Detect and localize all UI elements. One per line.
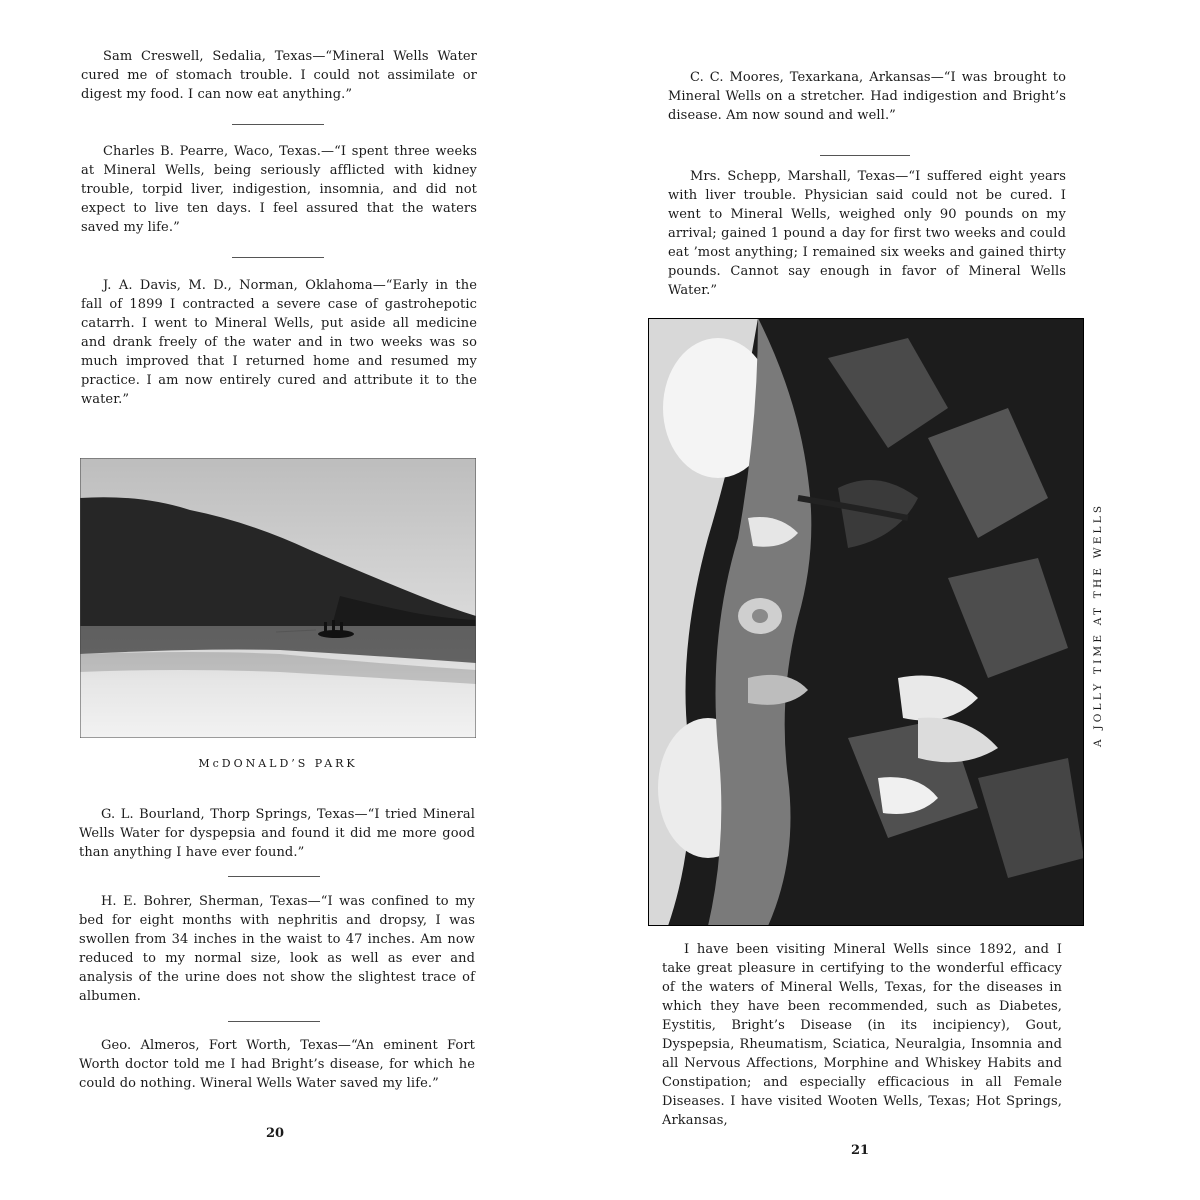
- testimonial-almeros: Geo. Almeros, Fort Worth, Texas—“An eminent Fort Worth doctor told me I had Bright’s disease, for which he could do nothing. Wineral Wells Water saved my life.”: [79, 1038, 475, 1091]
- testimonial-pearre: Charles B. Pearre, Waco, Texas.—“I spent three weeks at Mineral Wells, being seriously afflicted with kidney trouble, torpid liver, indigestion, insomnia, and did not expect to live ten days. I feel assured that the waters saved my life.”: [81, 144, 477, 235]
- page-number-right: 21: [850, 1143, 870, 1158]
- separator-rule: [232, 124, 324, 125]
- testimonial-moores: C. C. Moores, Texarkana, Arkansas—“I was brought to Mineral Wells on a stretcher. Had indigestion and Bright’s disease. Am now sound and well.”: [668, 70, 1066, 123]
- jolly-time-photo: [648, 318, 1084, 926]
- separator-rule: [820, 155, 910, 156]
- rocky-outcrop-illustration: [648, 318, 1084, 926]
- testimonial-schepp: Mrs. Schepp, Marshall, Texas—“I suffered eight years with liver trouble. Physician said could not be cured. I went to Mineral Wells, weighed only 90 pounds on my arrival; gained 1 pound a day for first two weeks and could eat ’most anything; I remained six weeks and gained thirty pounds. Cannot say enough in favor of Mineral Wells Water.”: [668, 169, 1066, 298]
- endorsement-paragraph: I have been visiting Mineral Wells since 1892, and I take great pleasure in certifying to the wonderful efficacy of the waters of Mineral Wells, Texas, for the diseases in which they have been recommended, such as Diabetes, Eystitis, Bright’s Disease (in its incipiency), Gout, Dyspepsia, Rheumatism, Sciatica, Neuralgia, Insomnia and all Nervous Affections, Morphine and Whiskey Habits and Constipation; and especially efficacious in all Female Diseases. I have visited Wooten Wells, Texas; Hot Springs, Arkansas,: [662, 942, 1062, 1128]
- photo-caption-mcdonalds-park: McDONALD’S PARK: [198, 757, 358, 770]
- page-number-left: 20: [265, 1126, 285, 1141]
- testimonial-creswell: Sam Creswell, Sedalia, Texas—“Mineral Wells Water cured me of stomach trouble. I could not assimilate or digest my food. I can now eat anything.”: [81, 49, 477, 102]
- testimonial-bohrer: H. E. Bohrer, Sherman, Texas—“I was confined to my bed for eight months with nephritis and dropsy, I was swollen from 34 inches in the waist to 47 inches. Am now reduced to my normal size, look as well as ever and analysis of the urine does not show the slightest trace of albumen.: [79, 894, 475, 1004]
- testimonial-bourland: G. L. Bourland, Thorp Springs, Texas—“I tried Mineral Wells Water for dyspepsia and found it did me more good than anything I have ever found.”: [79, 807, 475, 860]
- right-page: [600, 0, 1200, 1200]
- testimonial-davis: J. A. Davis, M. D., Norman, Oklahoma—“Early in the fall of 1899 I contracted a severe case of gastrohepotic catarrh. I went to Mineral Wells, put aside all medicine and drank freely of the water and in two weeks was so much improved that I returned home and resumed my practice. I am now entirely cured and attribute it to the water.”: [81, 278, 477, 407]
- separator-rule: [232, 257, 324, 258]
- lake-park-illustration: [80, 458, 476, 738]
- photo-caption-jolly-time: A JOLLY TIME AT THE WELLS: [1092, 502, 1104, 748]
- lake-park-photo: [80, 458, 476, 738]
- separator-rule: [228, 1021, 320, 1022]
- separator-rule: [228, 876, 320, 877]
